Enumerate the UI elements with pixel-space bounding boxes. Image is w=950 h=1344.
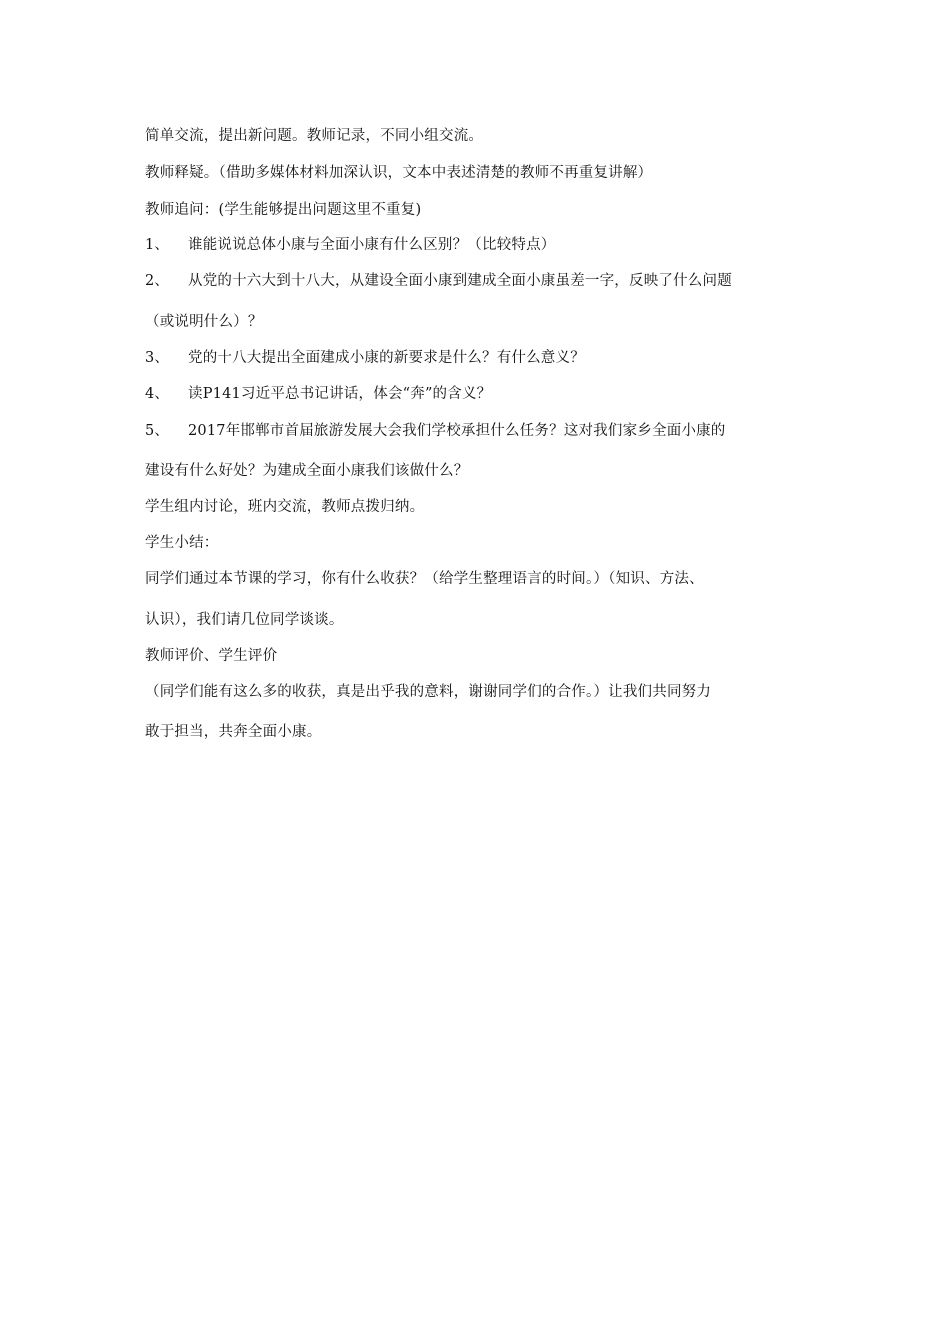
paragraph-closing-remarks-continued: 敢于担当，共奔全面小康。 <box>145 724 322 740</box>
question-text: 读P141习近平总书记讲话，体会“奔”的含义？ <box>188 386 492 402</box>
question-number: 3、 <box>145 350 170 366</box>
question-number: 2、 <box>145 273 170 289</box>
heading-student-summary: 学生小结： <box>145 535 219 551</box>
question-1 <box>145 236 815 254</box>
paragraph-closing-remarks: （同学们能有这么多的收获，真是出乎我的意料，谢谢同学们的合作。）让我们共同努力 <box>145 684 712 700</box>
paragraph-teacher-asks: 教师追问：(学生能够提出问题这里不重复) <box>145 202 422 218</box>
question-text: 谁能说说总体小康与全面小康有什么区别？（比较特点） <box>188 237 556 253</box>
paragraph-teacher-explains: 教师释疑。（借助多媒体材料加深认识，文本中表述清楚的教师不再重复讲解） <box>145 165 653 181</box>
paragraph-summary-prompt: 同学们通过本节课的学习，你有什么收获？（给学生整理语言的时间。）（知识、方法、 <box>145 571 704 587</box>
question-3 <box>145 349 815 367</box>
question-text: 党的十八大提出全面建成小康的新要求是什么？有什么意义？ <box>188 350 585 366</box>
heading-evaluation: 教师评价、学生评价 <box>145 648 278 664</box>
question-2-continued: （或说明什么）？ <box>145 314 263 330</box>
question-5-continued: 建设有什么好处？为建成全面小康我们该做什么？ <box>145 463 469 479</box>
paragraph-summary-prompt-continued: 认识），我们请几位同学谈谈。 <box>145 612 344 628</box>
question-text: 从党的十六大到十八大，从建设全面小康到建成全面小康虽差一字，反映了什么问题 <box>188 273 732 289</box>
paragraph-discussion: 简单交流，提出新问题。教师记录，不同小组交流。 <box>145 128 484 144</box>
question-2 <box>145 272 815 290</box>
question-5 <box>145 422 815 440</box>
paragraph-group-discussion: 学生组内讨论，班内交流，教师点拨归纳。 <box>145 499 425 515</box>
question-number: 4、 <box>145 386 170 402</box>
question-number: 5、 <box>145 423 170 439</box>
question-4 <box>145 385 815 403</box>
question-number: 1、 <box>145 237 170 253</box>
question-text: 2017年邯郸市首届旅游发展大会我们学校承担什么任务？这对我们家乡全面小康的 <box>188 423 726 439</box>
